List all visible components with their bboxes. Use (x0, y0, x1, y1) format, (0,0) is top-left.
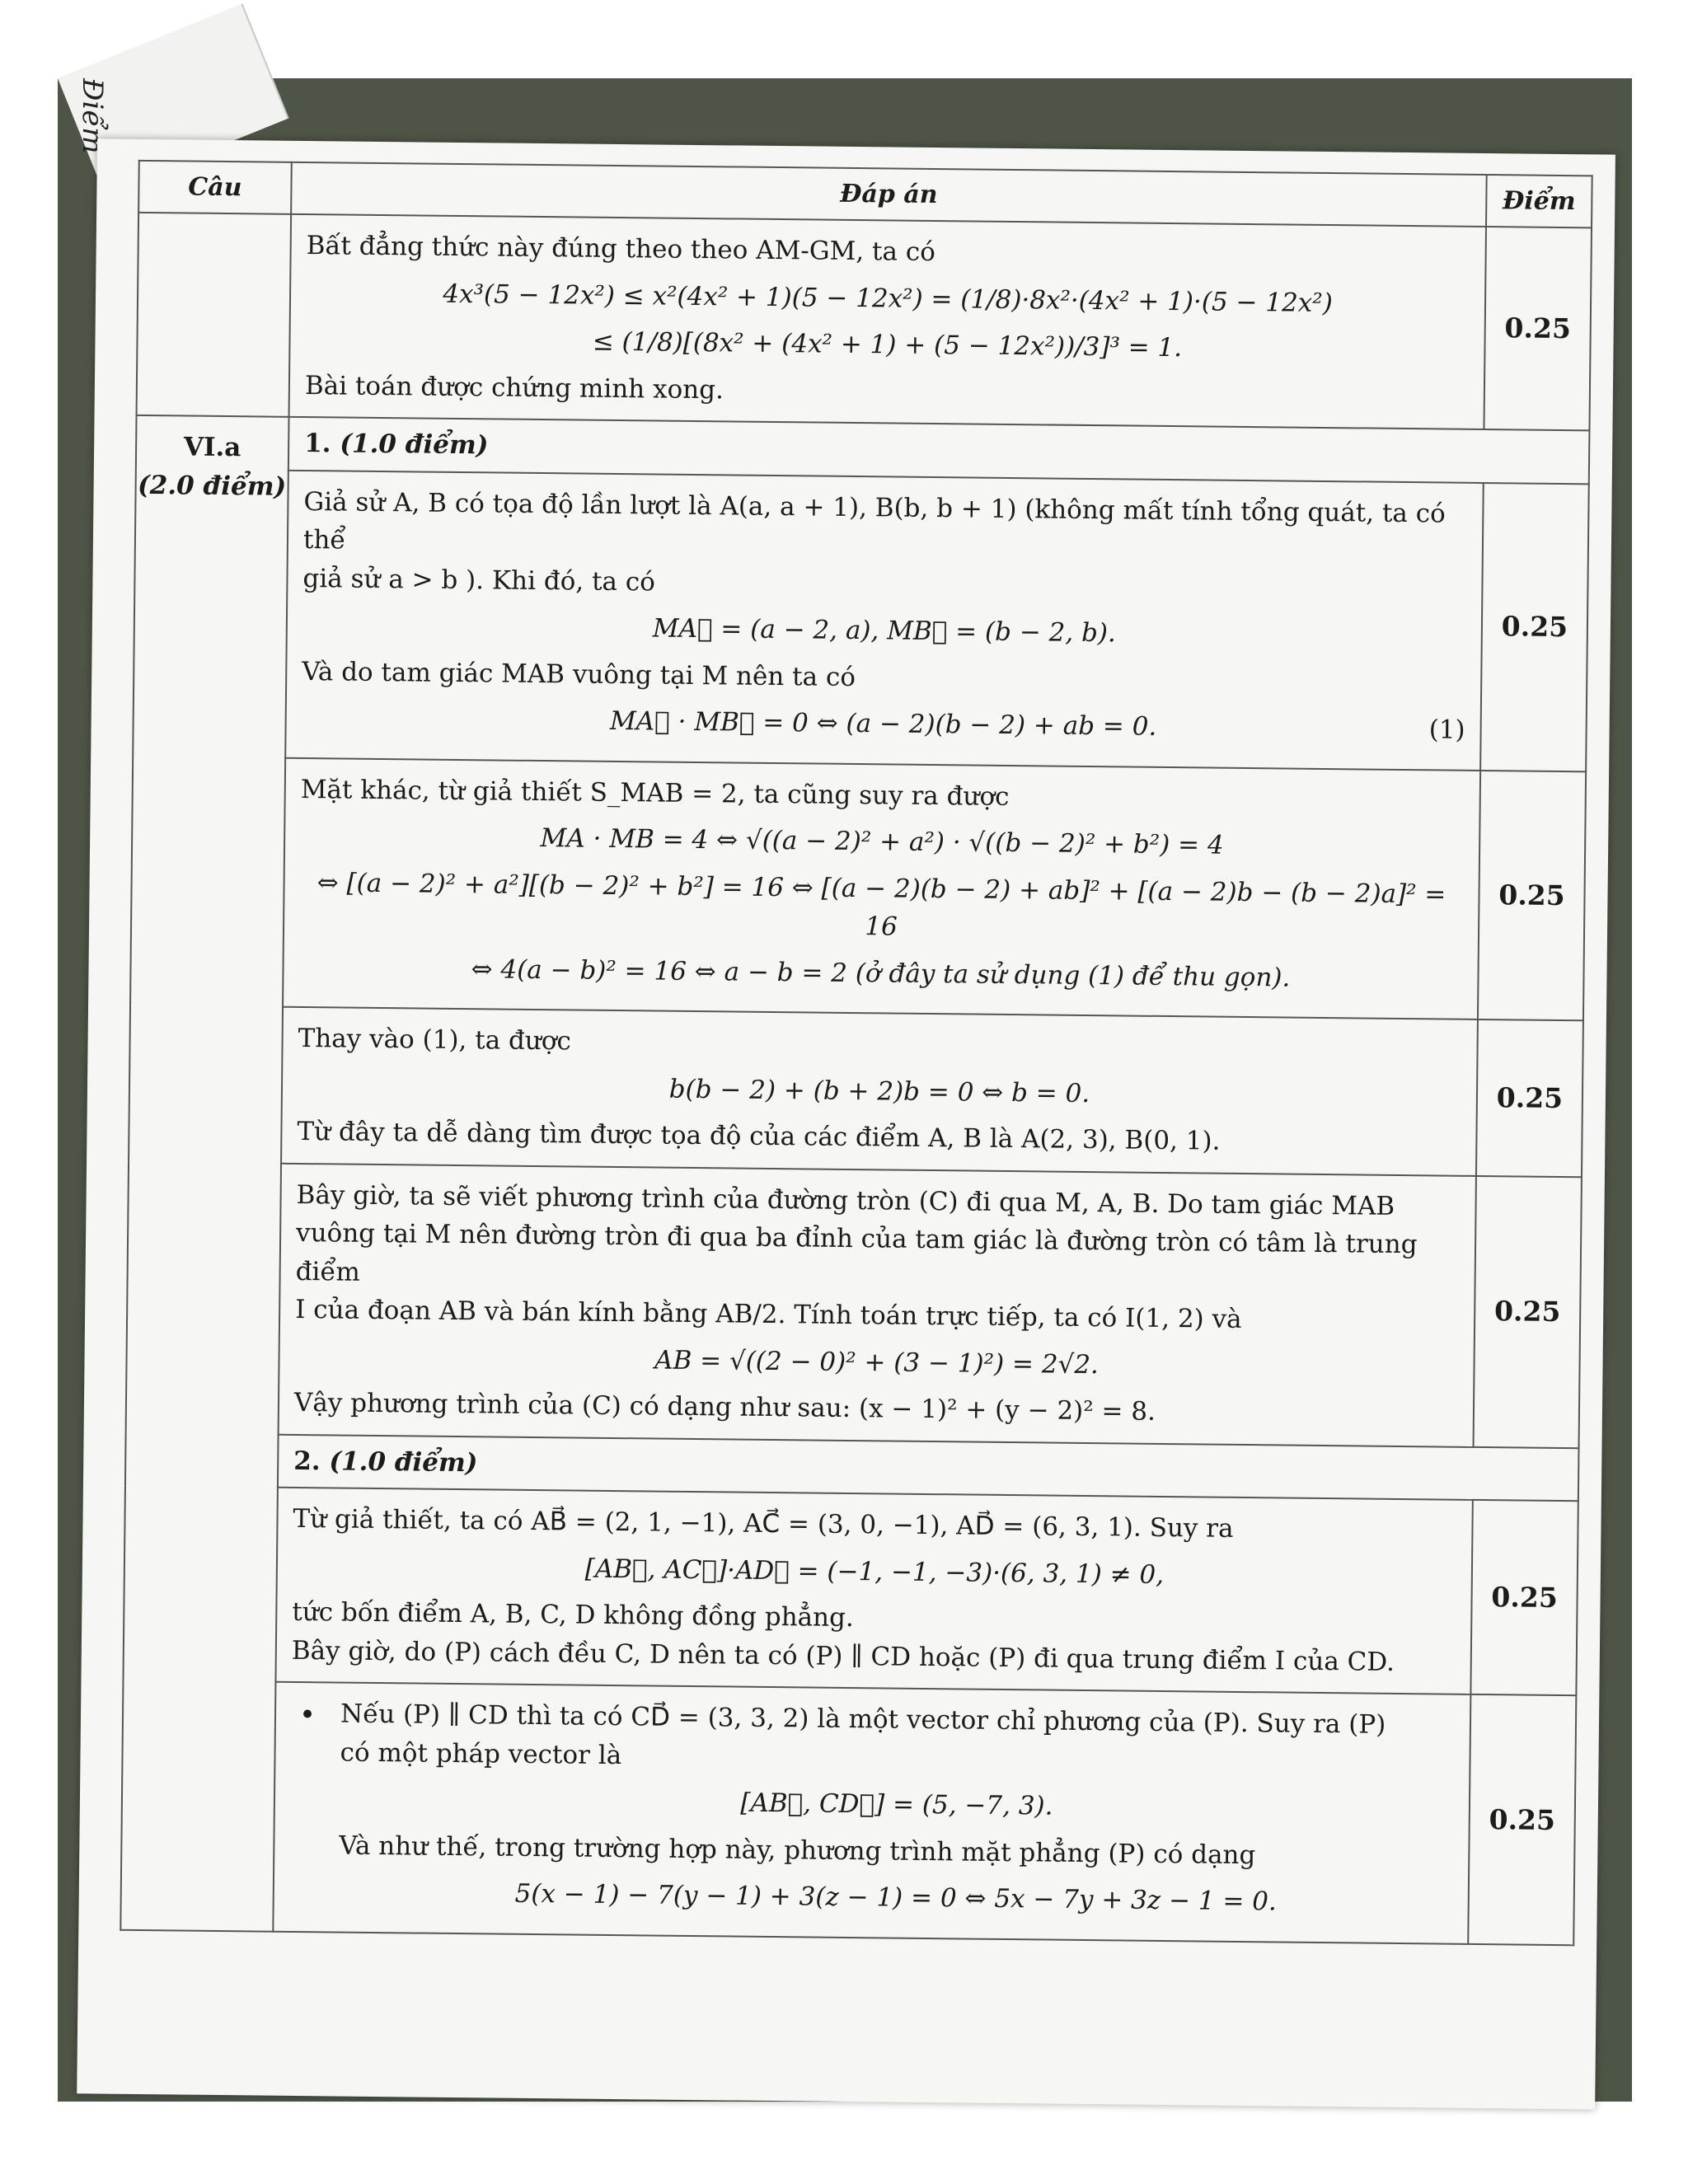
table-row (129, 1005, 1583, 1177)
equation: MA · MB = 4 ⇔ √((a − 2)² + a²) · √((b − 2)² + b²) = 4 (540, 823, 1224, 860)
score-cell: 0.25 (1484, 227, 1592, 430)
equation: MA⃗ = (a − 2, a), MB⃗ = (b − 2, b). (652, 613, 1117, 649)
equation: ⇔ [(a − 2)² + a²][(b − 2)² + b²] = 16 ⇔ [(a − 2)(b − 2) + ab]² + [(a − 2)b − (b − 2)a]² = 16 (316, 867, 1447, 942)
text-line: Từ giả thiết, ta có AB⃗ = (2, 1, −1), AC⃗ = (3, 0, −1), AD⃗ = (6, 3, 1). Suy ra (293, 1503, 1234, 1544)
header-answer: Đáp án (291, 162, 1487, 227)
equation: 4x³(5 − 12x²) ≤ x²(4x² + 1)(5 − 12x²) = (1/8)·8x²·(4x² + 1)·(5 − 12x²) (443, 279, 1333, 318)
equation: [AB⃗, AC⃗]·AD⃗ = (−1, −1, −3)·(6, 3, 1) ≠ 0, (584, 1554, 1165, 1590)
answer-table (120, 160, 1592, 1946)
part-points: (1.0 điểm) (340, 429, 489, 461)
question-id: VI.a (183, 432, 241, 463)
text-line: giả sử a > b ). Khi đó, ta có (302, 563, 656, 597)
equation: AB = √((2 − 0)² + (3 − 1)²) = 2√2. (654, 1345, 1100, 1380)
answer-step (279, 1163, 1476, 1446)
question-points: (2.0 điểm) (137, 470, 287, 502)
underlying-sheet-label: Điểm (76, 78, 109, 154)
score-cell: 0.25 (1480, 482, 1589, 771)
equation: ⇔ 4(a − b)² = 16 ⇔ a − b = 2 (ở đây ta sử dụng (1) để thu gọn). (471, 954, 1291, 993)
text-line: Bài toán được chứng minh xong. (304, 370, 724, 405)
text-line: Và do tam giác MAB vuông tại M nên ta có (302, 656, 856, 692)
text-line: Nếu (P) ∥ CD thì ta có CD⃗ = (3, 3, 2) là một vector chỉ phương của (P). Suy ra (P) (340, 1699, 1386, 1740)
equation-row (301, 699, 1465, 749)
text-line: Mặt khác, từ giả thiết S_MAB = 2, ta cũng suy ra được (300, 774, 1010, 812)
text-line: Và như thế, trong trường hợp này, phương trình mặt phẳng (P) có dạng (339, 1830, 1256, 1870)
score-cell: 0.25 (1478, 770, 1586, 1020)
answer-step (273, 1682, 1470, 1944)
answer-step (283, 757, 1480, 1019)
question-cell (120, 415, 288, 1931)
table-row (123, 1486, 1578, 1695)
table-row (120, 1680, 1576, 1945)
bullet-icon: • (298, 1699, 316, 1732)
text-line: Bất đẳng thức này đúng theo theo AM-GM, ta có (306, 231, 936, 268)
equation-tag: (1) (1428, 715, 1465, 745)
header-question: Câu (138, 161, 292, 214)
table-row (130, 756, 1586, 1020)
table-row (137, 213, 1592, 430)
text-line: Giả sử A, B có tọa độ lần lượt là A(a, a + 1), B(b, b + 1) (không mất tính tổng quát, ta có thể (302, 486, 1446, 555)
text-line: tức bốn điểm A, B, C, D không đồng phẳng. (292, 1596, 854, 1633)
table-row (133, 468, 1589, 771)
answer-block-amgm (289, 214, 1486, 429)
table-row (126, 1161, 1582, 1447)
text-line: Thay vào (1), ta được (298, 1023, 572, 1057)
part-number: 2. (293, 1446, 321, 1476)
text-line: Từ đây ta dễ dàng tìm được tọa độ của các điểm A, B là A(2, 3), B(0, 1). (297, 1116, 1221, 1156)
score-cell: 0.25 (1474, 1175, 1582, 1447)
equation: [AB⃗, CD⃗] = (5, −7, 3). (740, 1788, 1053, 1821)
bullet-item (289, 1694, 1456, 1923)
equation: MA⃗ · MB⃗ = 0 ⇔ (a − 2)(b − 2) + ab = 0. (609, 705, 1157, 742)
equation: b(b − 2) + (b + 2)b = 0 ⇔ b = 0. (668, 1074, 1090, 1108)
answer-step (275, 1488, 1472, 1694)
text-line: Bây giờ, ta sẽ viết phương trình của đường tròn (C) đi qua M, A, B. Do tam giác MAB (296, 1179, 1395, 1221)
score-cell: 0.25 (1470, 1500, 1578, 1695)
equation: ≤ (1/8)[(8x² + (4x² + 1) + (5 − 12x²))/3]³ = 1. (592, 326, 1183, 363)
text-line: có một pháp vector là (340, 1737, 622, 1770)
part-number: 1. (304, 429, 331, 459)
text-line: I của đoạn AB và bán kính bằng AB/2. Tính toán trực tiếp, ta có I(1, 2) và (294, 1294, 1242, 1334)
answer-step (285, 470, 1484, 770)
header-score: Điểm (1486, 175, 1592, 227)
answer-sheet (77, 138, 1615, 2109)
score-cell: 0.25 (1468, 1694, 1576, 1945)
answer-step (281, 1007, 1478, 1176)
part-points: (1.0 điểm) (329, 1446, 478, 1478)
text-line: Vậy phương trình của (C) có dạng như sau: (x − 1)² + (y − 2)² = 8. (293, 1387, 1156, 1427)
text-line: Bây giờ, do (P) cách đều C, D nên ta có (P) ∥ CD hoặc (P) đi qua trung điểm I của CD. (291, 1635, 1395, 1677)
equation: 5(x − 1) − 7(y − 1) + 3(z − 1) = 0 ⇔ 5x − 7y + 3z − 1 = 0. (514, 1878, 1278, 1917)
text-line: vuông tại M nên đường tròn đi qua ba đỉnh của tam giác là đường tròn có tâm là trung điểm (295, 1217, 1418, 1287)
score-cell: 0.25 (1476, 1019, 1583, 1177)
